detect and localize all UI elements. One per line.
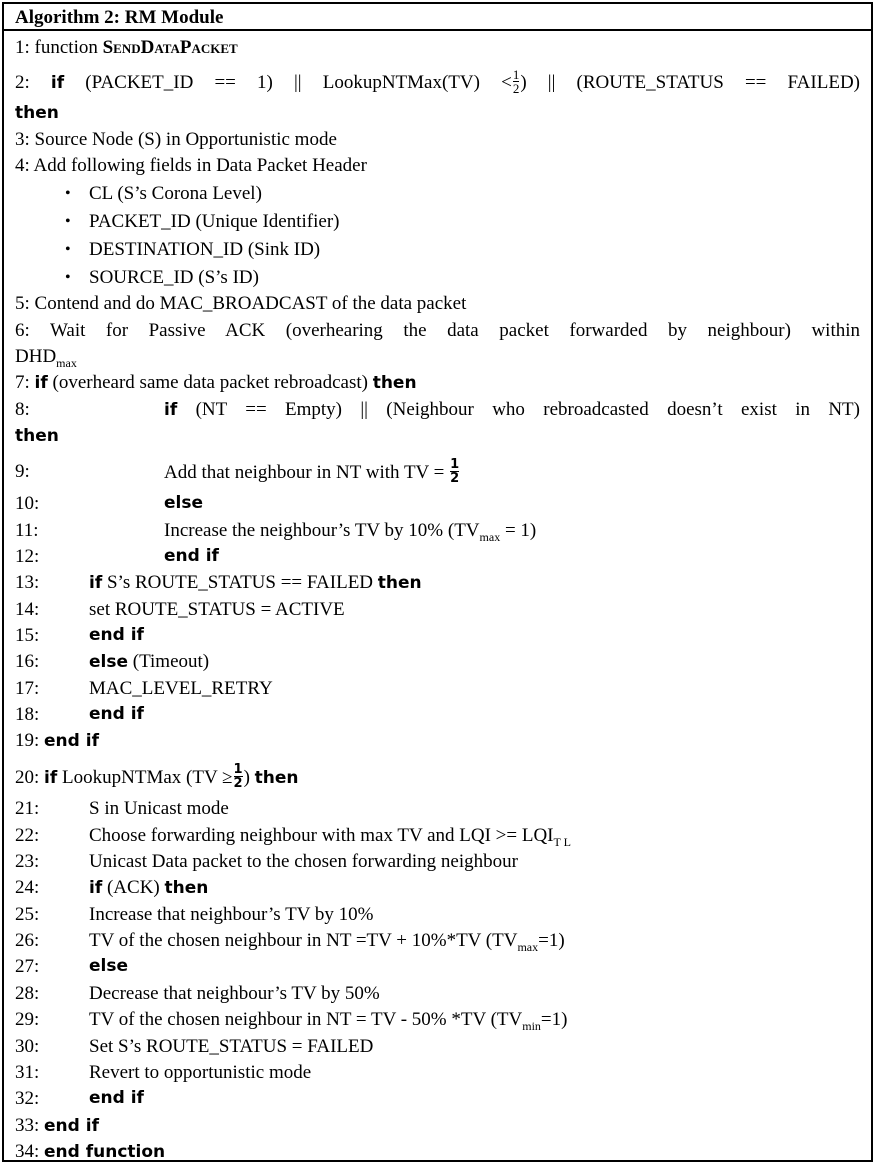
keyword-then: then <box>15 426 59 446</box>
line-number: 34: <box>15 1141 40 1162</box>
line-number: 11: <box>15 520 39 541</box>
keyword-if: if <box>50 72 65 93</box>
line-11-body <box>164 519 536 544</box>
line-number: 22: <box>15 825 40 846</box>
line-number: 7: <box>15 372 30 393</box>
line-16-body <box>89 650 209 674</box>
line-number: 10: <box>15 493 40 514</box>
keyword-end-if: end if <box>89 704 144 724</box>
line-text: =1) <box>538 930 565 951</box>
line-number: 14: <box>15 599 40 620</box>
line-32 <box>15 1087 860 1110</box>
keyword-then: then <box>15 103 59 123</box>
line-24-body <box>89 876 208 900</box>
line-text: LookupNTMax (TV ≥ <box>62 766 233 788</box>
line-16 <box>15 650 860 673</box>
line-text: TV of the chosen neighbour in NT = TV - 50% *TV (TV <box>89 1009 523 1030</box>
line-number: 33: <box>15 1115 40 1136</box>
line-number: 20: <box>15 766 40 788</box>
line-number: 30: <box>15 1036 40 1057</box>
line-6: 6: Wait for Passive ACK (overhearing the data packet forwarded by neighbour) within <box>15 320 860 341</box>
line-text: (ACK) <box>106 877 160 898</box>
line-number: 27: <box>15 956 40 977</box>
line-number: 8: <box>15 399 30 420</box>
keyword-end-if: end if <box>89 1088 144 1108</box>
line-9 <box>15 457 860 486</box>
line-22-body <box>89 824 571 849</box>
line-25 <box>15 903 860 926</box>
keyword-end-if: end if <box>44 731 99 751</box>
line-number: 1: function <box>15 37 98 58</box>
line-number: 29: <box>15 1009 40 1030</box>
line-number: 2: <box>15 71 30 93</box>
keyword-end-if: end if <box>44 1116 99 1136</box>
keyword-then: then <box>164 878 209 898</box>
line-text: Decrease that neighbour’s TV by 50% <box>89 983 380 1004</box>
line-19 <box>15 729 860 753</box>
algorithm-header <box>4 4 871 31</box>
line-30 <box>15 1035 860 1058</box>
line-number: 26: <box>15 930 40 951</box>
function-name: SendDataPacket <box>102 37 238 58</box>
line-number: 24: <box>15 877 40 898</box>
line-text: Revert to opportunistic mode <box>89 1062 312 1083</box>
line-number: 19: <box>15 730 40 751</box>
line-29 <box>15 1008 860 1031</box>
bullet-icon: • <box>65 269 71 286</box>
line-number: 21: <box>15 798 40 819</box>
keyword-then: then <box>254 767 299 788</box>
keyword-if: if <box>44 767 58 788</box>
bullet-text: PACKET_ID (Unique Identifier) <box>89 211 340 232</box>
line-text: (Timeout) <box>132 651 210 672</box>
line-1 <box>15 36 860 59</box>
line-20 <box>15 762 860 792</box>
algorithm-title: Algorithm 2: RM Module <box>15 7 224 28</box>
line-8-cont <box>15 424 860 448</box>
fraction: $\frac{1}{2}$ <box>450 457 460 486</box>
line-text: Unicast Data packet to the chosen forwarding neighbour <box>89 851 518 872</box>
condition-text: (PACKET_ID == 1) || LookupNTMax(TV) < <box>85 71 512 93</box>
line-text: MAC_LEVEL_RETRY <box>89 678 273 699</box>
line-number: 12: <box>15 546 40 567</box>
fraction: $\frac{1}{2}$ <box>512 67 520 96</box>
line-13-body <box>89 571 422 595</box>
line-13 <box>15 571 860 594</box>
keyword-end-function: end function <box>44 1142 166 1162</box>
line-number: 17: <box>15 678 40 699</box>
bullet-text: SOURCE_ID (S’s ID) <box>89 267 259 288</box>
line-text: (overheard same data packet rebroadcast) <box>52 372 368 393</box>
keyword-then: then <box>372 373 417 393</box>
line-9-body <box>164 457 460 487</box>
line-text: =1) <box>540 1009 568 1030</box>
line-number: 18: <box>15 704 40 725</box>
line-28 <box>15 982 860 1005</box>
line-text: = 1) <box>500 520 537 541</box>
line-number: 28: <box>15 983 40 1004</box>
line-18 <box>15 703 860 726</box>
line-text: Increase the neighbour’s TV by 10% (TV <box>164 520 480 541</box>
subscript: max <box>479 530 501 544</box>
bullet-icon: • <box>65 241 71 258</box>
line-23 <box>15 850 860 873</box>
bullet-icon: • <box>65 213 71 230</box>
line-text: Add that neighbour in NT with TV = <box>164 461 445 483</box>
line-text: (NT == Empty) || (Neighbour who rebroadcasted doesn’t exist in NT) <box>195 399 860 420</box>
line-number: 13: <box>15 572 40 593</box>
line-number: 9: <box>15 461 30 482</box>
keyword-if: if <box>89 573 103 593</box>
line-24 <box>15 876 860 899</box>
line-number: 25: <box>15 904 40 925</box>
line-8 <box>15 398 860 421</box>
line-10 <box>15 492 860 515</box>
line-4: 4: Add following fields in Data Packet Header <box>15 155 367 176</box>
line-34 <box>15 1140 860 1164</box>
line-31 <box>15 1061 860 1084</box>
line-27 <box>15 955 860 978</box>
line-2 <box>15 67 860 97</box>
line-26 <box>15 929 860 952</box>
line-text: DHD <box>15 346 57 367</box>
line-number: 15: <box>15 625 40 646</box>
line-text: Choose forwarding neighbour with max TV and LQI >= LQI <box>89 825 554 846</box>
line-text: S’s ROUTE_STATUS == FAILED <box>106 572 374 593</box>
line-text: S in Unicast mode <box>89 798 229 819</box>
line-11 <box>15 519 860 542</box>
condition-text: ) || (ROUTE_STATUS == FAILED) <box>520 71 860 93</box>
line-29-body <box>89 1008 567 1033</box>
bullet-text: CL (S’s Corona Level) <box>89 183 262 204</box>
fraction: $\frac{1}{2}$ <box>233 762 243 791</box>
line-number: 16: <box>15 651 40 672</box>
subscript: T L <box>553 835 571 849</box>
keyword-if: if <box>89 878 103 898</box>
subscript: max <box>56 356 77 370</box>
subscript: min <box>522 1019 541 1033</box>
bullet-text: DESTINATION_ID (Sink ID) <box>89 239 321 260</box>
keyword-then: then <box>377 573 422 593</box>
line-text: Set S’s ROUTE_STATUS = FAILED <box>89 1036 374 1057</box>
line-text: Increase that neighbour’s TV by 10% <box>89 904 374 925</box>
line-15 <box>15 624 860 647</box>
line-5: 5: Contend and do MAC_BROADCAST of the data packet <box>15 293 467 314</box>
line-17 <box>15 677 860 700</box>
bullet-icon: • <box>65 185 71 202</box>
line-22 <box>15 824 860 847</box>
line-12 <box>15 545 860 568</box>
line-text: ) <box>243 766 250 788</box>
line-6-cont <box>15 345 860 370</box>
line-2-cont <box>15 101 860 125</box>
keyword-else: else <box>89 956 129 976</box>
line-33 <box>15 1114 860 1138</box>
algorithm-box <box>2 2 873 1162</box>
line-text: set ROUTE_STATUS = ACTIVE <box>89 599 345 620</box>
line-number: 31: <box>15 1062 40 1083</box>
subscript: max <box>517 940 539 954</box>
line-8-body <box>164 398 860 422</box>
keyword-end-if: end if <box>89 625 144 645</box>
keyword-end-if: end if <box>164 546 219 566</box>
line-7 <box>15 371 860 395</box>
line-14 <box>15 598 860 621</box>
line-text: TV of the chosen neighbour in NT =TV + 10%*TV (TV <box>89 930 518 951</box>
keyword-if: if <box>164 400 178 420</box>
line-number: 32: <box>15 1088 40 1109</box>
line-3: 3: Source Node (S) in Opportunistic mode <box>15 129 337 150</box>
line-21 <box>15 797 860 820</box>
keyword-if: if <box>34 373 48 393</box>
keyword-else: else <box>164 493 204 513</box>
line-number: 23: <box>15 851 40 872</box>
keyword-else: else <box>89 652 129 672</box>
line-26-body <box>89 929 565 954</box>
